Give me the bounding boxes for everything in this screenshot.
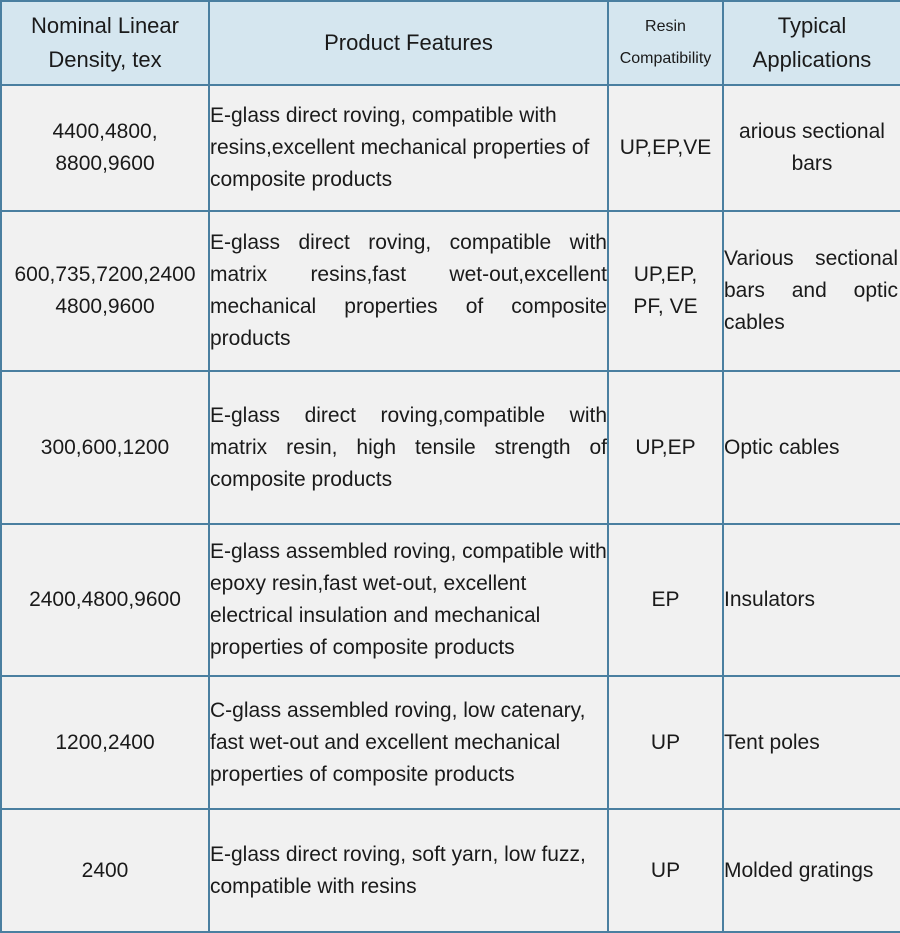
resin-cell: [608, 676, 723, 809]
resin-line: PF, VE: [633, 295, 698, 318]
resin-cell: [608, 524, 723, 676]
features-cell: E-glass direct roving,compatible with matrix resin, high tensile strength of composite products: [209, 371, 608, 524]
resin-cell: [608, 211, 723, 371]
applications-cell: Molded gratings: [723, 809, 900, 932]
density-cell: [1, 524, 209, 676]
resin-line: UP,EP,: [633, 263, 698, 286]
header-row: [1, 1, 900, 85]
applications-cell: arious sectional bars: [723, 85, 900, 211]
resin-line: UP: [650, 730, 681, 754]
density-line: 4800,9600: [55, 295, 155, 318]
resin-line: UP,EP: [635, 435, 696, 459]
resin-line: EP: [651, 588, 680, 611]
table-row: [1, 85, 900, 211]
density-line: 600,735,7200,2400: [14, 263, 196, 286]
header-features: Product Features: [209, 1, 608, 85]
features-cell: E-glass direct roving, compatible with matrix resins,fast wet-out,excellent mechanical properties of composite products: [209, 211, 608, 371]
density-line: 4400,4800,: [52, 120, 158, 143]
applications-cell: Tent poles: [723, 676, 900, 809]
density-line: 2400,4800,9600: [29, 588, 181, 611]
applications-cell: Optic cables: [723, 371, 900, 524]
density-line: 8800,9600: [55, 152, 155, 175]
header-resin: Resin Compatibility: [608, 1, 723, 85]
resin-cell: [608, 371, 723, 524]
table-row: [1, 371, 900, 524]
table-row: [1, 809, 900, 932]
density-cell: [1, 85, 209, 211]
table-row: [1, 211, 900, 371]
features-cell: E-glass assembled roving, compatible with epoxy resin,fast wet-out, excellent electrical insulation and mechanical properties of composite products: [209, 524, 608, 676]
table-row: [1, 676, 900, 809]
features-cell: E-glass direct roving, compatible with resins,excellent mechanical properties of composite products: [209, 85, 608, 211]
header-density: Nominal Linear Density, tex: [1, 1, 209, 85]
features-cell: C-glass assembled roving, low catenary, fast wet-out and excellent mechanical properties of composite products: [209, 676, 608, 809]
applications-cell: Various sectional bars and optic cables: [723, 211, 900, 371]
density-cell: [1, 809, 209, 932]
density-line: 2400: [81, 858, 129, 882]
density-line: 300,600,1200: [40, 435, 170, 459]
applications-cell: Insulators: [723, 524, 900, 676]
header-applications: Typical Applications: [723, 1, 900, 85]
features-cell: E-glass direct roving, soft yarn, low fuzz, compatible with resins: [209, 809, 608, 932]
resin-cell: [608, 85, 723, 211]
resin-cell: [608, 809, 723, 932]
table-row: [1, 524, 900, 676]
density-cell: [1, 211, 209, 371]
resin-line: UP,EP,VE: [619, 136, 712, 159]
resin-line: UP: [650, 858, 681, 882]
density-line: 1200,2400: [55, 730, 155, 754]
density-cell: [1, 371, 209, 524]
density-cell: [1, 676, 209, 809]
